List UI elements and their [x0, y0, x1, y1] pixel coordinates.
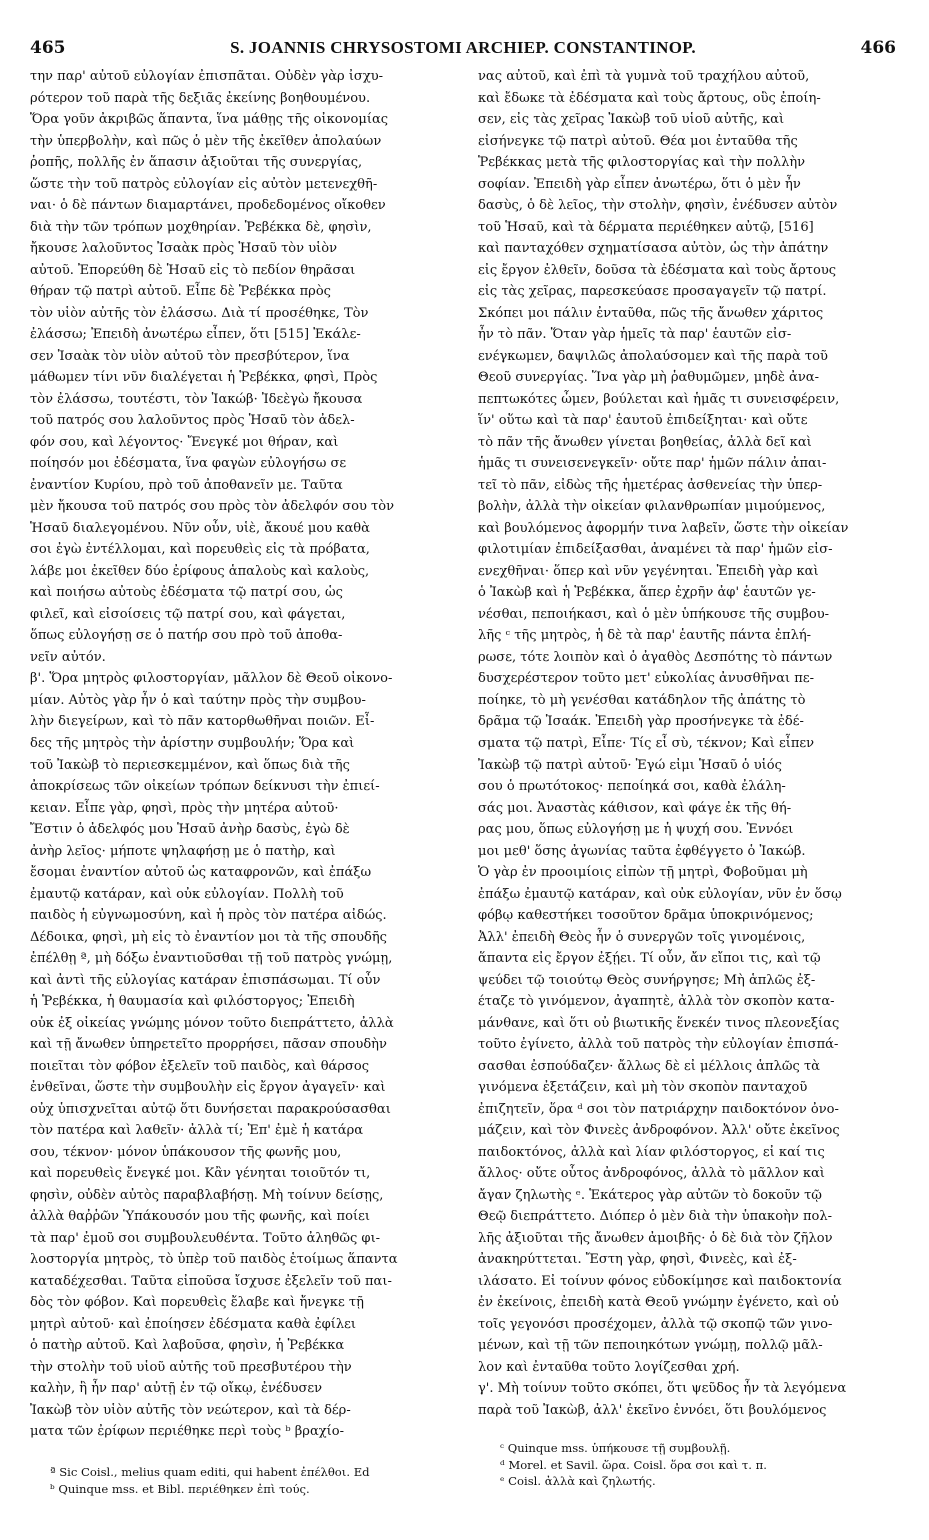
text-line: ἀποκρίσεως τῶν οἰκείων τρόπων δείκνυσι τὴν ἐπιεί- — [30, 779, 380, 795]
text-line: σασθαι ἐσπούδαζεν· ἄλλως δὲ εἰ μέλλοις ἁπλῶς τὰ — [478, 1058, 820, 1074]
text-line: Ἰακὼβ τὸν υἱὸν αὐτῆς τὸν νεώτερον, καὶ τὰ δέρ- — [30, 1402, 351, 1418]
text-line: φιλοτιμίαν ἐπιδείξασθαι, ἀναμένει τὰ παρ' ἡμῶν εἰσ- — [478, 542, 833, 558]
text-line: σου ὁ πρωτότοκος· πεποίηκά σοι, καθὰ ἐλάλη- — [478, 779, 786, 795]
text-line: τοῦ πατρός σου λαλοῦντος πρὸς Ἡσαῦ τὸν ἀδελ- — [30, 413, 355, 429]
text-line: γινόμενα ἐξετάζειν, καὶ μὴ τὸν σκοπὸν πανταχοῦ — [478, 1080, 808, 1096]
text-line: μὲν ἤκουσα τοῦ πατρός σου πρὸς τὸν ἀδελφόν σου τὸν — [30, 499, 395, 515]
page-number-left: 465 — [30, 38, 66, 58]
text-line: Ἰακὼβ τῷ πατρὶ αὐτοῦ· Ἐγώ εἰμι Ἡσαῦ ὁ υἱός — [478, 757, 782, 773]
text-line: ενέγκωμεν, δαψιλῶς ἀπολαύσομεν καὶ τῆς παρὰ τοῦ — [478, 348, 828, 364]
text-line: Σκόπει μοι πάλιν ἐνταῦθα, πῶς τῆς ἄνωθεν χάριτος — [478, 305, 824, 321]
text-line: παιδὸς ἡ εὐγνωμοσύνη, καὶ ἡ πρὸς τὸν πατέρα αἰδώς. — [30, 908, 387, 924]
text-line: παιδοκτόνος, ἀλλὰ καὶ λίαν φιλόστοργος, εἰ καί τις — [478, 1144, 825, 1160]
text-line: νέσθαι, πεποιήκασι, καὶ ὁ μὲν ὑπήκουσε τῆς συμβου- — [478, 606, 830, 622]
text-line: Θεοῦ συνεργίας. Ἵνα γὰρ μὴ ῥαθυμῶμεν, μηδὲ ἀνα- — [478, 370, 819, 386]
text-line: οὐκ ἐξ οἰκείας γνώμης μόνον τοῦτο διεπράττετο, ἀλλὰ — [30, 1015, 394, 1031]
text-line: εἰσήνεγκε τῷ πατρὶ αὐτοῦ. Θέα μοι ἐνταῦθα τῆς — [478, 133, 798, 149]
running-title: S. JOANNIS CHRYSOSTOMI ARCHIEP. CONSTANTINOP. — [230, 38, 696, 57]
text-line: τοῦ Ἡσαῦ, καὶ τὰ δέρματα περιέθηκεν αὐτῷ, [516] — [478, 219, 814, 235]
text-line: σοι ἐγὼ ἐντέλλομαι, καὶ πορευθεὶς εἰς τὰ πρόβατα, — [30, 542, 370, 558]
text-line: δρᾶμα τῷ Ἰσαάκ. Ἐπειδὴ γὰρ προσήνεγκε τὰ ἐδέ- — [478, 714, 804, 730]
text-line: γ'. Μὴ τοίνυν τοῦτο σκόπει, ὅτι ψεῦδος ἦν τὰ λεγόμενα — [478, 1381, 847, 1397]
text-line: πεπτωκότες ὦμεν, βούλεται καὶ ἡμᾶς τι συνεισφέρειν, — [478, 391, 840, 407]
text-line: μάζειν, καὶ τὸν Φινεὲς ἀνδροφόνον. Ἀλλ' οὔτε ἐκεῖνος — [478, 1123, 840, 1139]
text-line: ἐνθεῖναι, ὥστε τὴν συμβουλὴν εἰς ἔργον ἀγαγεῖν· καὶ — [30, 1080, 386, 1096]
text-line: διὰ τὴν τῶν τρόπων μοχθηρίαν. Ῥεβέκκα δὲ, φησὶν, — [30, 219, 372, 235]
text-line: καὶ ἀντὶ τῆς εὐλογίας κατάραν ἐπισπάσωμαι. Τί οὖν — [30, 972, 381, 988]
text-line: Ῥεβέκκας μετὰ τῆς φιλοστοργίας καὶ τὴν πολλὴν — [478, 155, 806, 171]
text-line: ἤκουσε λαλοῦντος Ἰσαὰκ πρὸς Ἡσαῦ τὸν υἱὸν — [30, 241, 338, 257]
text-line: καὶ πανταχόθεν σχηματίσασα αὐτὸν, ὡς τὴν ἀπάτην — [478, 241, 829, 257]
text-line: ἅπαντα εἰς ἔργον ἐξῄει. Τί οὖν, ἄν εἴποι τις, καὶ τῷ — [478, 951, 821, 967]
text-line: μάνθανε, καὶ ὅτι οὐ βιωτικῆς ἕνεκέν τινος πλεονεξίας — [478, 1015, 840, 1031]
text-line: ψεύδει τῷ τοιούτῳ Θεὸς συνήργησε; Μὴ ἁπλῶς ἐξ- — [478, 972, 816, 988]
text-line: ἀνὴρ λεῖος· μήποτε ψηλαφήσῃ με ὁ πατὴρ, καὶ — [30, 843, 336, 859]
text-line: Ὅρα γοῦν ἀκριβῶς ἅπαντα, ἵνα μάθῃς τῆς οἰκονομίας — [30, 112, 389, 128]
text-line: μητρὶ αὐτοῦ· καὶ ἐποίησεν ἐδέσματα καθὰ ἐφίλει — [30, 1316, 356, 1332]
text-line: καὶ πορευθεὶς ἔνεγκέ μοι. Κἂν γένηται τοιοῦτόν τι, — [30, 1166, 371, 1182]
footnote: ᵇ Quinque mss. et Bibl. περιέθηκεν ἐπὶ τούς. — [50, 1481, 310, 1496]
text-line: εἰς ἔργον ἐλθεῖν, δοῦσα τὰ ἐδέσματα καὶ τοὺς ἄρτους — [478, 262, 837, 278]
text-line: Θεῷ διεπράττετο. Διόπερ ὁ μὲν διὰ τὴν ὑπακοὴν πολ- — [478, 1209, 833, 1225]
text-line: φιλεῖ, καὶ εἰσοίσεις τῷ πατρί σου, καὶ φάγεται, — [30, 606, 346, 622]
footnote: ᵉ Coisl. ἀλλὰ καὶ ζηλωτής. — [500, 1474, 656, 1488]
text-line: Ἀλλ' ἐπειδὴ Θεὸς ἦν ὁ συνεργῶν τοῖς γινομένοις, — [478, 929, 806, 945]
text-line: μάθωμεν τίνι νῦν διαλέγεται ἡ Ῥεβέκκα, φησὶ, Πρὸς — [30, 370, 378, 386]
text-line: β'. Ὅρα μητρὸς φιλοστοργίαν, μᾶλλον δὲ Θεοῦ οἰκονο- — [30, 671, 393, 687]
text-line: καὶ τῇ ἄνωθεν ὑπηρετεῖτο προρρήσει, πᾶσαν σπουδὴν — [30, 1037, 387, 1053]
text-line: τὴν ὑπερβολὴν, καὶ πῶς ὁ μὲν τῆς ἐκεῖθεν ἀπολαύων — [30, 133, 382, 149]
text-line: ἐναντίον Κυρίου, πρὸ τοῦ ἀποθανεῖν με. Ταῦτα — [30, 477, 343, 493]
text-line: τεῖ τὸ πᾶν, εἰδὼς τῆς ἡμετέρας ἀσθενείας τὴν ὑπερ- — [478, 477, 823, 493]
text-line: σου, τέκνον· μόνον ὑπάκουσον τῆς φωνῆς μου, — [30, 1144, 342, 1160]
text-line: ἀλλὰ θαῤῥῶν Ὑπάκουσόν μου τῆς φωνῆς, καὶ ποίει — [30, 1209, 370, 1225]
text-line: ματα τῶν ἐρίφων περιέθηκε περὶ τοὺς ᵇ βραχίο- — [30, 1424, 345, 1440]
text-line: ὁ πατὴρ αὐτοῦ. Καὶ λαβοῦσα, φησὶν, ἡ Ῥεβέκκα — [30, 1338, 345, 1354]
text-line: τοῖς γεγονόσι προσέχομεν, ἀλλὰ τῷ σκοπῷ τῶν γινο- — [478, 1316, 833, 1332]
text-line: τὰ παρ' ἐμοῦ σοι συμβουλευθέντα. Τοῦτο ἀληθῶς φι- — [30, 1230, 381, 1246]
text-line: θήραν τῷ πατρὶ αὐτοῦ. Εἶπε δὲ Ῥεβέκκα πρὸς — [30, 284, 331, 300]
text-line: δες τῆς μητρὸς τὴν ἀρίστην συμβουλήν; Ὅρα καὶ — [30, 735, 355, 751]
text-line: οὐχ ὑπισχνεῖται αὐτῷ ὅτι δυνήσεται παρακρούσασθαι — [30, 1101, 391, 1117]
text-line: λῆς ᶜ τῆς μητρὸς, ἡ δὲ τὰ παρ' ἑαυτῆς πάντα ἐπλή- — [478, 628, 812, 644]
text-line: νεῖν αὐτόν. — [30, 649, 106, 665]
text-line: ποιεῖται τὸν φόβον ἐξελεῖν τοῦ παιδὸς, καὶ θάρσος — [30, 1058, 370, 1074]
text-line: ποίηκε, τὸ μὴ γενέσθαι κατάδηλον τῆς ἀπάτης τὸ — [478, 692, 806, 708]
text-line: ρότερον τοῦ παρὰ τῆς δεξιᾶς ἐκείνης βοηθουμένου. — [30, 90, 371, 106]
text-line: ἐπιζητεῖν, ὅρα ᵈ σοι τὸν πατριάρχην παιδοκτόνον ὀνο- — [478, 1101, 839, 1117]
text-line: τὸ πᾶν τῆς ἄνωθεν γίνεται βοηθείας, ἀλλὰ δεῖ καὶ — [478, 434, 812, 450]
text-line: λοστοργία μητρὸς, τὸ ὑπὲρ τοῦ παιδὸς ἑτοίμως ἅπαντα — [30, 1252, 398, 1268]
text-line: ρας μου, ὅπως εὐλογήσῃ με ἡ ψυχή σου. Ἐννόει — [478, 822, 794, 838]
text-line: ἐπάξω ἐμαυτῷ κατάραν, καὶ οὐκ εὐλογίαν, νῦν ἐν ὅσῳ — [478, 886, 842, 902]
text-line: δασὺς, ὁ δὲ λεῖος, τὴν στολὴν, φησὶν, ἐνέδυσεν αὐτὸν — [478, 198, 838, 214]
text-line: ἦν τὸ πᾶν. Ὅταν γὰρ ἡμεῖς τὰ παρ' ἑαυτῶν εἰσ- — [478, 327, 792, 343]
text-line: καλὴν, ἣ ἦν παρ' αὐτῇ ἐν τῷ οἴκῳ, ἐνέδυσεν — [30, 1381, 323, 1397]
text-line: καὶ βουλόμενος ἀφορμήν τινα λαβεῖν, ὥστε τὴν οἰκείαν — [478, 520, 849, 536]
text-line: Δέδοικα, φησὶ, μὴ εἰς τὸ ἐναντίον μοι τὰ τῆς σπουδῆς — [30, 929, 387, 945]
text-line: ρωσε, τότε λοιπὸν καὶ ὁ ἀγαθὸς Δεσπότης τὸ πάντων — [478, 649, 833, 665]
footnote: ᵈ Morel. et Savil. ὥρα. Coisl. ὅρα σοι καὶ τ. π. — [500, 1457, 767, 1472]
page-number-right: 466 — [860, 38, 896, 58]
text-line: ἐλάσσω; Ἐπειδὴ ἀνωτέρω εἶπεν, ὅτι [515] Ἐκάλε- — [30, 327, 361, 343]
text-line: μοι μεθ' ὅσης ἀγωνίας ταῦτα ἐφθέγγετο ὁ Ἰακώβ. — [478, 843, 806, 859]
text-line: λάβε μοι ἐκεῖθεν δύο ἐρίφους ἁπαλοὺς καὶ καλοὺς, — [30, 563, 370, 579]
text-line: έταζε τὸ γινόμενον, ἀγαπητὲ, ἀλλὰ τὸν σκοπὸν κατα- — [478, 994, 835, 1010]
text-line: τὴν στολὴν τοῦ υἱοῦ αὐτῆς τοῦ πρεσβυτέρου τὴν — [30, 1359, 352, 1375]
text-line: παρὰ τοῦ Ἰακὼβ, ἀλλ' ἐκεῖνο ἐννόει, ὅτι βουλόμενος — [478, 1402, 827, 1418]
text-line: φόβῳ καθεστήκει τοσοῦτον δρᾶμα ὑποκρινόμενος; — [478, 908, 814, 924]
text-line: σάς μοι. Ἀναστὰς κάθισον, καὶ φάγε ἐκ τῆς θή- — [478, 800, 792, 816]
text-line: σεν Ἰσαὰκ τὸν υἱὸν αὐτοῦ τὸν πρεσβύτερον, ἵνα — [30, 348, 350, 364]
text-line: καὶ ποιήσω αὐτοὺς ἐδέσματα τῷ πατρί σου, ὡς — [30, 585, 343, 601]
text-line: λῆς ἀξιοῦται τῆς ἄνωθεν ἀμοιβῆς· ὁ δὲ διὰ τὸν ζῆλον — [478, 1230, 833, 1246]
footnotes-left — [50, 1464, 470, 1497]
text-line: τοῦ Ἰακὼβ τὸ περιεσκεμμένον, καὶ ὅπως διὰ τῆς — [30, 757, 350, 773]
text-line: κειαν. Εἶπε γὰρ, φησὶ, πρὸς τὴν μητέρα αὐτοῦ· — [30, 800, 339, 816]
text-line: αὐτοῦ. Ἐπορεύθη δὲ Ἡσαῦ εἰς τὸ πεδίον θηρᾶσαι — [30, 262, 356, 278]
footnote: ª Sic Coisl., melius quam editi, qui habent ἐπέλθοι. Ed — [50, 1465, 370, 1479]
text-line: λὴν διεγείρων, καὶ τὸ πᾶν κατορθωθῆναι ποιῶν. Εἶ- — [30, 714, 375, 730]
text-line: ναι· ὁ δὲ πάντων διαμαρτάνει, προδεδομένος οἴκοθεν — [30, 198, 386, 214]
text-line: σματα τῷ πατρὶ, Εἶπε· Τίς εἶ σὺ, τέκνον; Καὶ εἶπεν — [478, 735, 815, 751]
footnote: ᶜ Quinque mss. ὑπήκουσε τῇ συμβουλῇ. — [500, 1441, 731, 1455]
text-line: ἄλλος· οὔτε οὗτος ἀνδροφόνος, ἀλλὰ τὸ μᾶλλον καὶ — [478, 1166, 825, 1182]
text-line: δυσχερέστερον τοῦτο μετ' εὐκολίας ἀνυσθῆναι πε- — [478, 671, 815, 687]
text-line: σεν, εἰς τὰς χεῖρας Ἰακὼβ τοῦ υἱοῦ αὐτῆς, καὶ — [478, 112, 785, 128]
text-line: ἡ Ῥεβέκκα, ἡ θαυμασία καὶ φιλόστοργος; Ἐπειδὴ — [30, 994, 355, 1010]
text-line: φόν σου, καὶ λέγοντος· Ἔνεγκέ μοι θήραν, καὶ — [30, 434, 339, 450]
text-line: καταδέχεσθαι. Ταῦτα εἰποῦσα ἴσχυσε ἐξελεῖν τοῦ παι- — [30, 1273, 392, 1289]
text-line: ἀνακηρύττεται. Ἔστη γὰρ, φησὶ, Φινεὲς, καὶ ἐξ- — [478, 1252, 797, 1268]
text-line: ἐν ἐκείνοις, ἐπειδὴ κατὰ Θεοῦ γνώμην ἐγένετο, καὶ οὐ — [478, 1295, 839, 1311]
text-line: νας αὐτοῦ, καὶ ἐπὶ τὰ γυμνὰ τοῦ τραχήλου αὐτοῦ, — [478, 69, 810, 84]
text-line: φησὶν, οὐδὲν αὐτὸς παραβλαβήσῃ. Μὴ τοίνυν δείσῃς, — [30, 1187, 384, 1203]
footnotes-right — [500, 1440, 900, 1490]
text-line: ἵν' οὕτω καὶ τὰ παρ' ἑαυτοῦ ἐπιδείξηται· καὶ οὔτε — [478, 413, 808, 429]
text-line: τὸν υἱὸν αὐτῆς τὸν ἐλάσσω. Διὰ τί προσέθηκε, Τὸν — [30, 305, 369, 321]
page-header — [30, 38, 896, 62]
text-line: ποίησόν μοι ἐδέσματα, ἵνα φαγὼν εὐλογήσω σε — [30, 456, 347, 472]
text-line: Ἔστιν ὁ ἀδελφός μου Ἡσαῦ ἀνὴρ δασὺς, ἐγὼ δὲ — [30, 822, 350, 838]
text-line: ενεχθῆναι· ὅπερ καὶ νῦν γεγένηται. Ἐπειδὴ γὰρ καὶ — [478, 563, 819, 579]
text-line: τὸν πατέρα καὶ λαθεῖν· ἀλλὰ τί; Ἐπ' ἐμὲ ἡ κατάρα — [30, 1123, 364, 1139]
text-line: τὸν ἐλάσσω, τουτέστι, τὸν Ἰακώβ· Ἰδεὲγὼ ἤκουσα — [30, 391, 363, 407]
text-line: τοῦτο ἐγίνετο, ἀλλὰ τοῦ πατρὸς τὴν εὐλογίαν ἐπισπά- — [478, 1037, 839, 1053]
text-line: σοφίαν. Ἐπειδὴ γὰρ εἶπεν ἀνωτέρω, ὅτι ὁ μὲν ἦν — [478, 176, 801, 192]
text-line: ιλάσατο. Εἰ τοίνυν φόνος εὐδοκίμησε καὶ παιδοκτονία — [478, 1273, 842, 1289]
text-line: ἔσομαι ἐναντίον αὐτοῦ ὡς καταφρονῶν, καὶ ἐπάξω — [30, 865, 372, 881]
left-column — [30, 66, 460, 1443]
text-line: ἄγαν ζηλωτὴς ᵉ. Ἑκάτερος γὰρ αὐτῶν τὸ δοκοῦν τῷ — [478, 1187, 822, 1203]
text-line: ἡμᾶς τι συνεισενεγκεῖν· οὔτε παρ' ἡμῶν πάλιν ἀπαι- — [478, 456, 827, 472]
text-line: Ὁ γὰρ ἐν προοιμίοις εἰπὼν τῇ μητρὶ, Φοβοῦμαι μὴ — [478, 865, 808, 881]
text-line: ὅπως εὐλογήσῃ σε ὁ πατήρ σου πρὸ τοῦ ἀποθα- — [30, 628, 343, 644]
text-line: εἰς τὰς χεῖρας, παρεσκεύασε προσαγαγεῖν τῷ πατρί. — [478, 284, 827, 300]
text-line: μίαν. Αὐτὸς γὰρ ἦν ὁ καὶ ταύτην πρὸς τὴν συμβου- — [30, 692, 366, 708]
text-line: ῥοπῆς, πολλῆς ἐν ἅπασιν ἀξιοῦται τῆς συνεργίας, — [30, 155, 363, 171]
text-line: ὥστε τὴν τοῦ πατρὸς εὐλογίαν εἰς αὐτὸν μετενεχθῆ- — [30, 176, 378, 192]
right-column — [478, 66, 908, 1421]
text-line: ὁ Ἰακὼβ καὶ ἡ Ῥεβέκκα, ἅπερ ἐχρῆν ἀφ' ἑαυτῶν γε- — [478, 585, 816, 601]
text-line: ἐμαυτῷ κατάραν, καὶ οὐκ εὐλογίαν. Πολλὴ τοῦ — [30, 886, 344, 902]
text-line: καὶ ἔδωκε τὰ ἐδέσματα καὶ τοὺς ἄρτους, οὓς ἐποίη- — [478, 90, 821, 106]
text-line: ἐπέλθῃ ª, μὴ δόξω ἐναντιοῦσθαι τῇ τοῦ πατρὸς γνώμῃ, — [30, 951, 393, 967]
text-line: Ἡσαῦ διαλεγομένου. Νῦν οὖν, υἱὲ, ἄκουέ μου καθὰ — [30, 520, 370, 536]
text-line: βολὴν, ἀλλὰ τὴν οἰκείαν φιλανθρωπίαν μιμούμενος, — [478, 499, 826, 515]
text-line: την παρ' αὐτοῦ εὐλογίαν ἐπισπᾶται. Οὐδὲν γὰρ ἰσχυ- — [30, 69, 384, 84]
text-line: μένων, καὶ τῇ τῶν πεποιηκότων γνώμῃ, πολλῷ μᾶλ- — [478, 1338, 823, 1354]
text-line: λον καὶ ἐνταῦθα τοῦτο λογίζεσθαι χρή. — [478, 1359, 740, 1375]
text-line: δὸς τὸν φόβον. Καὶ πορευθεὶς ἔλαβε καὶ ἤνεγκε τῇ — [30, 1295, 364, 1311]
